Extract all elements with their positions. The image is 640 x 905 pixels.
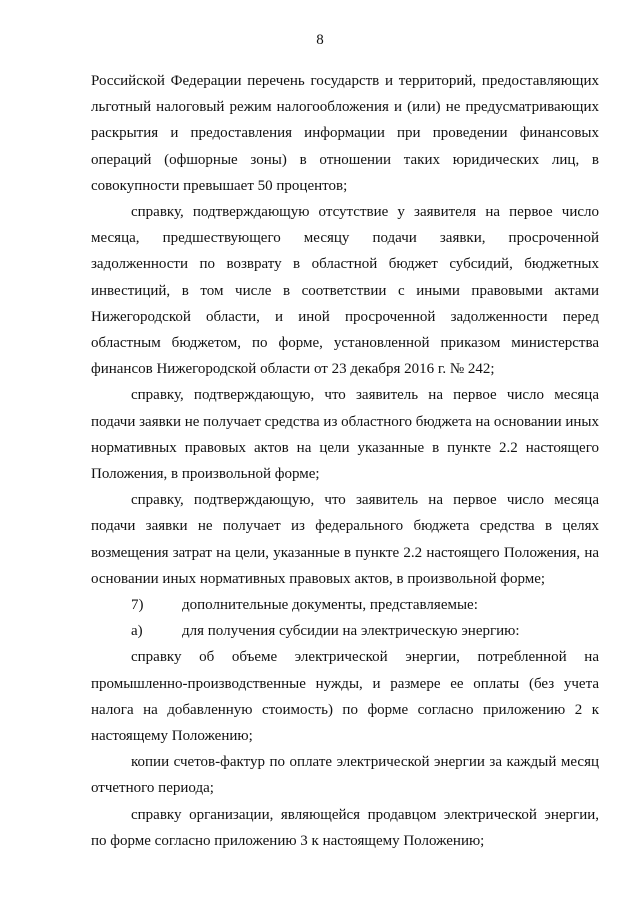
document-body: [91, 68, 599, 854]
list-item-marker: а): [131, 623, 143, 640]
list-item-text: для получения субсидии на электрическую энергию:: [182, 623, 520, 640]
paragraph-seller-certificate: справку организации, являющейся продавцом электрической энергии, по форме согласно приложению 3 к настоящему Положению;: [91, 806, 599, 849]
list-item-7: [91, 592, 599, 618]
paragraph-no-debt-certificate: справку, подтверждающую отсутствие у заявителя на первое число месяца, предшествующего месяцу подачи заявки, просроченной задолженности по возврату в областной бюджет субсидий, бюджетных инвестиций, в том числе в соответствии с иными правовыми актами Нижегородской области, и иной просроченной задолженности перед областным бюджетом, по форме, установленной приказом министерства финансов Нижегородской области от 23 декабря 2016 г. № 242;: [91, 204, 599, 378]
page-number: 8: [316, 32, 324, 48]
list-item-marker: 7): [131, 597, 144, 614]
paragraph-regional-budget-certificate: справку, подтверждающую, что заявитель на первое число месяца подачи заявки не получает средства из областного бюджета на основании иных нормативных правовых актов на цели указанные в пункте 2.2 настоящего Положения, в произвольной форме;: [91, 387, 599, 483]
list-item-text: дополнительные документы, представляемые:: [182, 597, 478, 614]
list-item-a: [91, 618, 599, 644]
paragraph-electricity-volume-certificate: справку об объеме электрической энергии, потребленной на промышленно-производственные нужды, и размере ее оплаты (без учета налога на добавленную стоимость) по форме согласно приложению 2 к настоящему Положению;: [91, 649, 599, 745]
paragraph-offshore-continuation: Российской Федерации перечень государств и территорий, предоставляющих льготный налоговый режим налогообложения и (или) не предусматривающих раскрытия и предоставления информации при проведении финансовых операций (офшорные зоны) в отношении таких юридических лиц, в совокупности превышает 50 процентов;: [91, 73, 599, 194]
paragraph-federal-budget-certificate: справку, подтверждающую, что заявитель на первое число месяца подачи заявки не получает из федерального бюджета средства в целях возмещения затрат на цели, указанные в пункте 2.2 настоящего Положения, на основании иных нормативных правовых актов, в произвольной форме;: [91, 492, 599, 587]
paragraph-invoice-copies: копии счетов-фактур по оплате электрической энергии за каждый месяц отчетного периода;: [91, 754, 599, 797]
